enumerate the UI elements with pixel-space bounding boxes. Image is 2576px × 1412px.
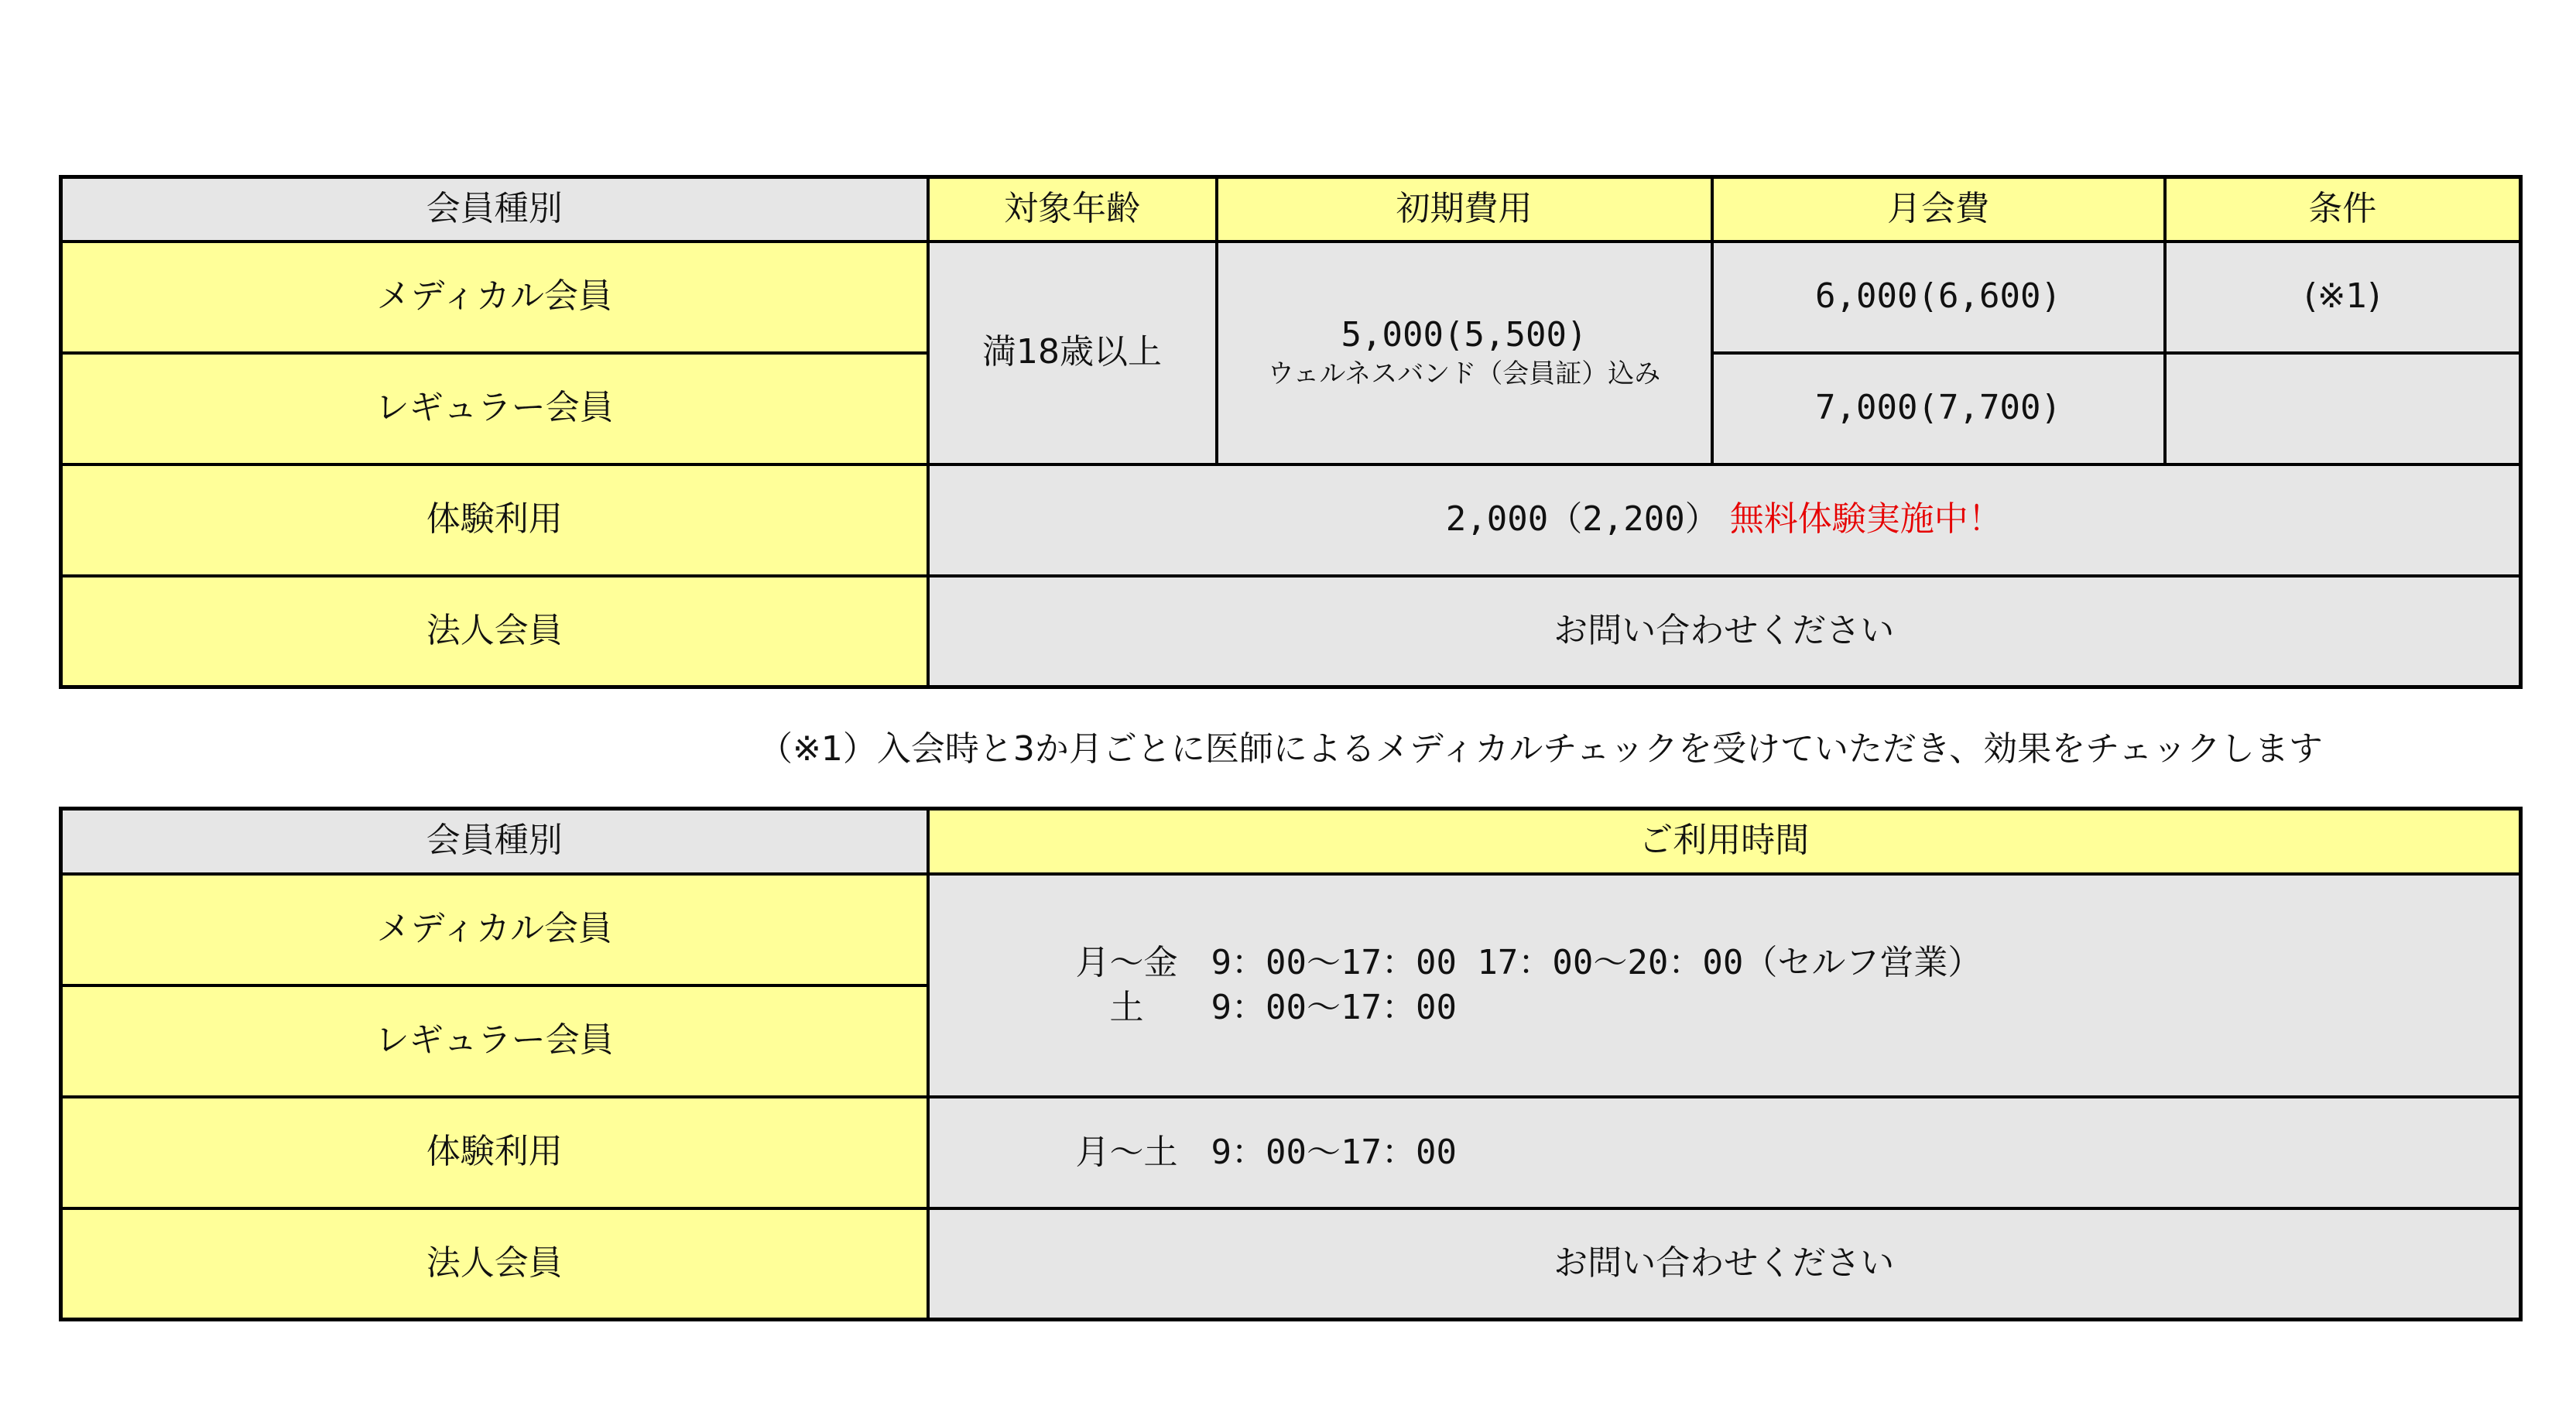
- member-type-regular: レギュラー会員: [61, 353, 928, 464]
- header-hours: ご利用時間: [928, 809, 2521, 874]
- member-type-corporate: 法人会員: [61, 1208, 928, 1320]
- member-hours-cell: [928, 874, 2521, 1097]
- corporate-inquiry: お問い合わせください: [928, 1208, 2521, 1320]
- trial-price-cell: [928, 464, 2521, 576]
- table-row: [61, 242, 2521, 353]
- table-row: [61, 464, 2521, 576]
- hours-time: 9：00～17：00: [1211, 1132, 1457, 1172]
- fee-table: [59, 175, 2523, 689]
- member-type-medical: メディカル会員: [61, 242, 928, 353]
- table-row: [61, 1097, 2521, 1208]
- initial-fee-cell: [1217, 242, 1712, 464]
- hours-days: 月～土: [1075, 1132, 1178, 1172]
- member-type-regular: レギュラー会員: [61, 985, 928, 1097]
- member-hours: [930, 941, 1982, 1030]
- fee-header-row: [61, 177, 2521, 242]
- header-age: 対象年齢: [928, 177, 1217, 242]
- hours-row-saturday: [1053, 985, 1982, 1030]
- initial-fee-value: 5,000(5,500): [1341, 314, 1588, 355]
- table-row: [61, 874, 2521, 985]
- member-type-trial: 体験利用: [61, 464, 928, 576]
- initial-fee-note: ウェルネスバンド（会員証）込み: [1267, 358, 1661, 390]
- header-monthly-fee: 月会費: [1712, 177, 2165, 242]
- hours-row-weekday: [1053, 941, 1982, 985]
- trial-promo: 無料体験実施中！: [1729, 499, 2002, 540]
- member-type-medical: メディカル会員: [61, 874, 928, 985]
- member-type-corporate: 法人会員: [61, 576, 928, 687]
- member-type-trial: 体験利用: [61, 1097, 928, 1208]
- table-row: [61, 1208, 2521, 1320]
- header-condition: 条件: [2165, 177, 2521, 242]
- header-initial-fee: 初期費用: [1217, 177, 1712, 242]
- table-row: [61, 576, 2521, 687]
- condition-medical: (※1): [2165, 242, 2521, 353]
- header-member-type: 会員種別: [61, 809, 928, 874]
- hours-days: 土: [1109, 987, 1144, 1027]
- trial-hours-cell: [928, 1097, 2521, 1208]
- hours-table: [59, 807, 2523, 1321]
- age-cell: 満18歳以上: [928, 242, 1217, 464]
- monthly-fee-medical: 6,000(6,600): [1712, 242, 2165, 353]
- condition-regular: [2165, 353, 2521, 464]
- footnote: （※1）入会時と3か月ごとに医師によるメディカルチェックを受けていただき、効果をチェックします: [759, 729, 2323, 769]
- hours-row-trial: [1053, 1130, 1457, 1175]
- hours-days: 月～金: [1075, 942, 1178, 982]
- header-member-type: 会員種別: [61, 177, 928, 242]
- hours-time: 9：00～17：00: [1211, 987, 1457, 1027]
- hours-header-row: [61, 809, 2521, 874]
- hours-time: 9：00～17：00 17：00～20：00（セルフ営業）: [1211, 942, 1982, 982]
- monthly-fee-regular: 7,000(7,700): [1712, 353, 2165, 464]
- trial-price: 2,000（2,200）: [1445, 499, 1719, 540]
- corporate-inquiry: お問い合わせください: [928, 576, 2521, 687]
- trial-hours: [930, 1130, 1457, 1175]
